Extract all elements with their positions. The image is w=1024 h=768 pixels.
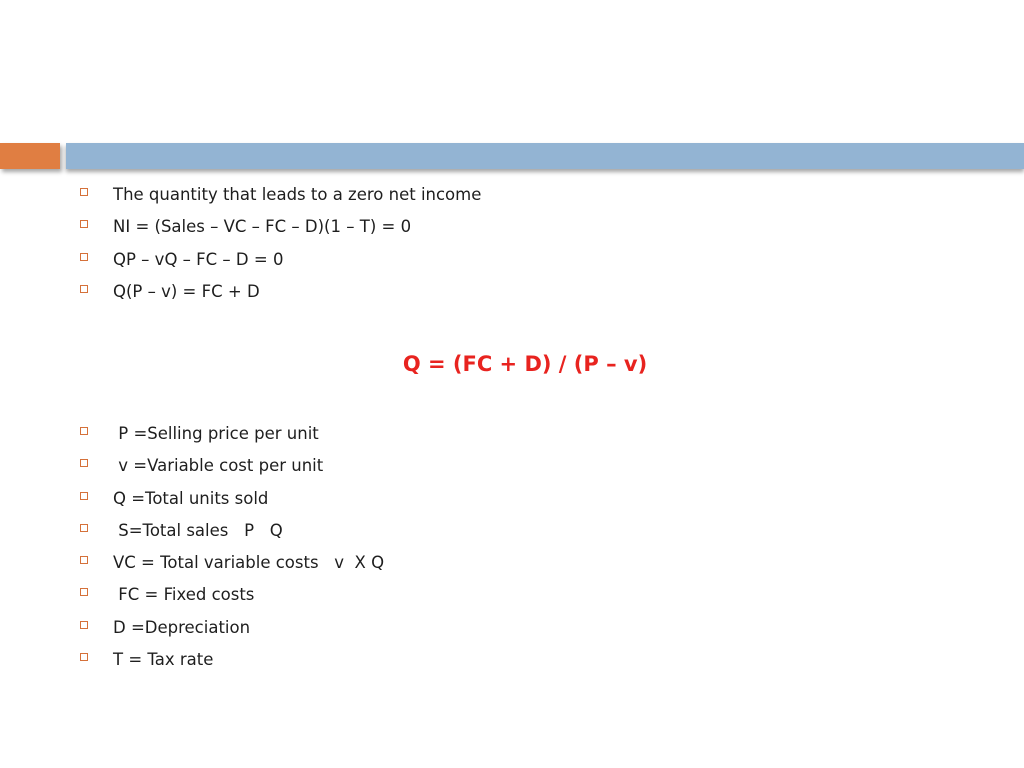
list-item <box>80 583 384 615</box>
title-bar-accent-blue <box>66 143 1024 169</box>
list-item <box>80 248 481 280</box>
square-bullet-icon <box>80 588 88 596</box>
list-item <box>80 648 384 680</box>
list-item <box>80 454 384 486</box>
list-item <box>80 215 481 247</box>
square-bullet-icon <box>80 653 88 661</box>
list-item <box>80 280 481 312</box>
list-item <box>80 519 384 551</box>
square-bullet-icon <box>80 285 88 293</box>
square-bullet-icon <box>80 459 88 467</box>
bullet-text: The quantity that leads to a zero net income <box>113 185 482 204</box>
bullet-text: P =Selling price per unit <box>113 424 319 443</box>
bullet-text: FC = Fixed costs <box>113 585 255 605</box>
square-bullet-icon <box>80 621 88 629</box>
square-bullet-icon <box>80 220 88 228</box>
definition-bullet-list <box>80 183 481 312</box>
list-item <box>80 183 481 215</box>
bullet-text: Q(P – v) = FC + D <box>113 281 260 301</box>
bullet-text: QP – vQ – FC – D = 0 <box>113 249 284 269</box>
square-bullet-icon <box>80 188 88 196</box>
list-item <box>80 616 384 648</box>
square-bullet-icon <box>80 556 88 564</box>
square-bullet-icon <box>80 492 88 500</box>
bullet-text: D =Depreciation <box>113 617 251 637</box>
list-item <box>80 551 384 583</box>
bullet-text: NI = (Sales – VC – FC – D)(1 – T) = 0 <box>113 217 412 237</box>
square-bullet-icon <box>80 253 88 261</box>
break-even-formula: Q = (FC + D) / (P – v) <box>402 352 648 376</box>
list-item <box>80 422 384 454</box>
square-bullet-icon <box>80 427 88 435</box>
bullet-text: Q =Total units sold <box>113 488 269 508</box>
bullet-text: VC = Total variable costs v X Q <box>113 553 385 573</box>
bullet-text: v =Variable cost per unit <box>113 456 324 476</box>
list-item <box>80 487 384 519</box>
bullet-text: S=Total sales P Q <box>113 520 283 540</box>
square-bullet-icon <box>80 524 88 532</box>
bullet-text: T = Tax rate <box>113 650 214 670</box>
title-bar-accent-orange <box>0 143 60 169</box>
variable-legend-list <box>80 422 384 680</box>
